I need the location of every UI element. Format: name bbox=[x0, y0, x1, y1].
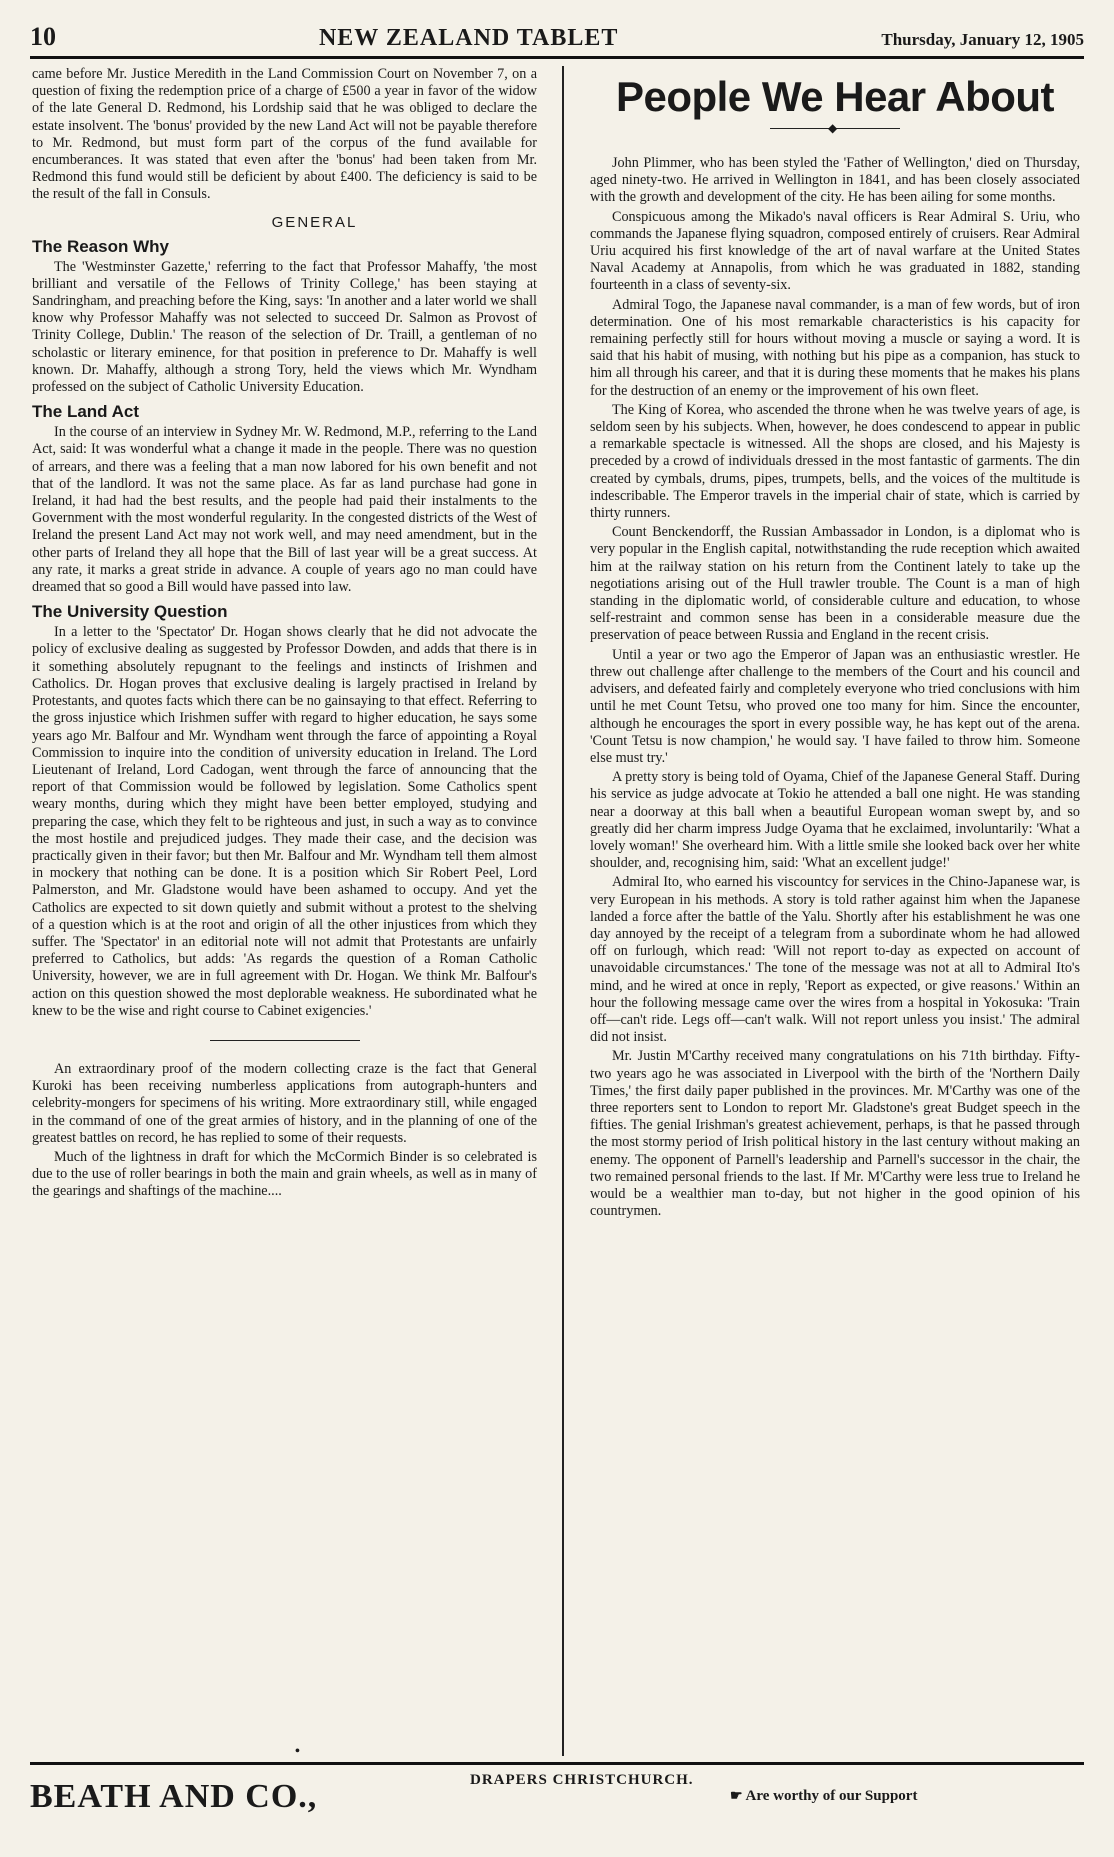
column-divider bbox=[562, 66, 564, 1756]
people-paragraph: Count Benckendorff, the Russian Ambassador in London, is a diplomat who is very popular in the English capital, notwithstanding the rude reception which awaited him at the railway station on his return from the Continent lately to take up the negotiations arising out of the Hull trawler trouble. The Count is a man of high standing in the diplomatic world, of considerable culture and education, to whose self-restraint and common sense has been in a considerable measure due the preservation of peace between Russia and England in the recent crisis. bbox=[590, 524, 1080, 644]
reason-why-text: The 'Westminster Gazette,' referring to the fact that Professor Mahaffy, 'the most brilliant and versatile of the Fellows of Trinity College,' has been staying at Sandringham, and preaching before the King, says: 'In another and a later world we shall know why Professor Mahaffy was not selected to succeed Dr. Salmon as Provost of Trinity College, Dublin.' The reason of the selection of Dr. Traill, a gentleman of no scholastic or literary eminence, for that position in preference to Dr. Mahaffy is well known. Dr. Mahaffy, although a strong Tory, held the views which Mr. Wyndham professed on the subject of Catholic University Education. bbox=[32, 258, 537, 396]
page-number: 10 bbox=[30, 22, 56, 51]
pointing-hand-icon: ☛ bbox=[730, 1789, 743, 1804]
university-question-text: In a letter to the 'Spectator' Dr. Hogan shows clearly that he did not advocate the policy of exclusive dealing as suggested by Professor Dowden, and adds that there is in it something absolutely repugnant to the feelings and instincts of Irishmen and Catholics. Dr. Hogan proves that exclusive dealing is largely practised in Ireland by Protestants, and quotes facts which there can be no gainsaying to that effect. Referring to the gross injustice which Irishmen suffer with regard to higher education, he says some years ago Mr. Balfour and Mr. Wyndham went through the farce of appointing a Royal Commission to inquire into the condition of university education in Ireland. The Lord Lieutenant of Ireland, Lord Cadogan, went through the farce of announcing that the report of that Commission would be followed by legislation. Some Catholics spent weary months, during which they might have been better employed, studying and preparing the case, which they felt to be righteous and just, in such a way as to convince the most hostile and prejudiced judges. They made their case, and the decision was practically given in their favor; but then Mr. Balfour and Mr. Wyndham tell them almost in mockery that nothing can be done. It is a position which Sir Robert Peel, Lord Palmerston, and Mr. Gladstone would have been ashamed to occupy. And yet the Catholics are expected to sit down quietly and submit without a protest to the shelving of a question which is at the root and origin of all the other injustices from which they suffer. The 'Spectator' in an editorial note will not admit that Protestants are unfairly preferred to Catholics, but adds: 'As regards the question of a Roman Catholic University, however, we are in full agreement with Dr. Hogan. We think Mr. Balfour's action on this question showed the most deplorable weakness. He subordinated what he knew to be the wise and right course to Cabinet exigencies.' bbox=[32, 624, 537, 1019]
people-paragraph: Until a year or two ago the Emperor of Japan was an enthusiastic wrestler. He threw out challenge after challenge to the members of the Court and his council and advisers, and defeated fairly and completely everyone who tried conclusions with him until he met Count Tetsu, who proved one too many for him. Since the encounter, although he encourages the sport in every possible way, he has kept out of the arena. 'Count Tetsu is now champion,' he would say. 'I have failed to throw him. Someone else must try.' bbox=[590, 646, 1080, 766]
land-act-text: In the course of an interview in Sydney Mr. W. Redmond, M.P., referring to the Land Act, said: It was wonderful what a change it made in the people. There was no question of arrears, and there was a feeling that a man now labored for his own benefit and not that of the landlord. It was not the same place. As far as land purchase had gone in Ireland, it had had the best results, and the people had paid their instalments to the Government with the most wonderful regularity. In the congested districts of the West of Ireland the present Land Act may not work well, and may need amendment, but in the other parts of Ireland they all hope that the Bill of last year will be a great success. At any rate, it marks a great stride in advance. A couple of years ago no man could have dreamed that so good a Bill would have passed into law. bbox=[32, 424, 537, 596]
people-paragraph: The King of Korea, who ascended the throne when he was twelve years of age, is seldom seen by his subjects. When, however, he does condescend to appear in public a remarkable spectacle is witnessed. All the shops are closed, and his Majesty is preceded by a crowd of individuals dressed in the most fantastic of garments. The din created by cymbals, drums, pipes, trumpets, bells, and the voices of the multitude is indescribable. The Emperor travels in the imperial chair of state, which is carried by thirty runners. bbox=[590, 401, 1080, 522]
section-divider bbox=[210, 1040, 360, 1041]
land-act-heading: The Land Act bbox=[32, 402, 140, 422]
people-paragraph: John Plimmer, who has been styled the 'Father of Wellington,' died on Thursday, aged ninety-two. He arrived in Wellington in 1841, and has been closely associated with the growth and development of the city. He has been ailing for some months. bbox=[590, 155, 1080, 206]
advert-slogan: Are worthy of our Support bbox=[745, 1788, 918, 1804]
people-paragraph: Admiral Ito, who earned his viscountcy for services in the Chino-Japanese war, is very European in his methods. A story is told rather against him when the Japanese landed a force after the battle of the Yalu. Shortly after his establishment he was one day annoyed by the receipt of a telegram from a subordinate whom he had allowed off on furlough, which read: 'Will not report to-day as expected on account of unavoidable circumstances.' The tone of the message was not at all to Admiral Ito's mind, and he wired at once in reply, 'Report as expected, or give reasons.' Within an hour the following message came over the wires from a hospital in Yokosuka: 'Train off—can't ride. Legs off—can't walk. Will not report unless you insist.' The admiral did not insist. bbox=[590, 874, 1080, 1046]
kuroki-paragraph: An extraordinary proof of the modern collecting craze is the fact that General Kuroki has been receiving numberless applications from autograph-hunters and celebrity-mongers for specimens of his writing. More extraordinary still, while engaged in the command of one of the great armies of history, and in the planning of one of the greatest battles on record, he has replied to some of their requests. bbox=[32, 1060, 537, 1146]
header-rule bbox=[30, 56, 1084, 59]
column-title: People We Hear About bbox=[615, 73, 1055, 120]
people-paragraph: A pretty story is being told of Oyama, Chief of the Japanese General Staff. During his service as judge advocate at Tokio he attended a ball one night. He was standing near a doorway at this ball when a beautiful European woman swept by, and so greatly did her charm impress Judge Oyama that he exclaimed, involuntarily: 'What a lovely woman!' She overheard him. With a little smile she looked back over her white shoulder, and, recognising him, said: 'What an excellent judge!' bbox=[590, 769, 1080, 872]
binder-advert-paragraph: Much of the lightness in draft for which the McCormich Binder is so celebrated is due to the use of roller bearings in both the main and grain wheels, as well as in many of the gearings and shaftings of the machine.... bbox=[32, 1148, 537, 1200]
intro-paragraph: came before Mr. Justice Meredith in the Land Commission Court on November 7, on a question of fixing the redemption price of a charge of £500 a year in favor of the widow of the late General D. Redmond, his Lordship said that he was obliged to declare the estate insolvent. The 'bonus' provided by the new Land Act will not be payable therefore to Mr. Redmond, but must form part of the corpus of the fund available for encumberances. It was stated that even after the 'bonus' had been taken from Mr. Redmond this fund would still be deficient by about £400. The deficiency is said to be the result of the fall in Consuls. bbox=[32, 66, 537, 203]
left-column bbox=[32, 66, 537, 1203]
people-paragraph: Conspicuous among the Mikado's naval officers is Rear Admiral S. Uriu, who commands the Japanese flying squadron, composed entirely of cruisers. Rear Admiral Uriu acquired his first knowledge of the art of naval warfare at the United States Naval Academy at Annapolis, from which he was graduated in 1882, standing fourteenth in a class of seventy-six. bbox=[590, 208, 1080, 294]
advert-footer bbox=[30, 1768, 1084, 1828]
issue-date: Thursday, January 12, 1905 bbox=[881, 30, 1084, 49]
title-rule: ◆ bbox=[770, 128, 900, 129]
bullet-ornament: • bbox=[295, 1744, 300, 1759]
footer-rule bbox=[30, 1762, 1084, 1765]
people-paragraph: Admiral Togo, the Japanese naval commander, is a man of few words, but of iron determination. One of his most remarkable characteristics is his capacity for remaining perfectly still for hours without moving a muscle or saying a word. It is said that his habit of musing, with nothing but his pipe as a companion, has stuck to him all through his career, and that it is during these moments that he makes his plans for the destruction of an enemy or the improvement of his own fleet. bbox=[590, 296, 1080, 399]
right-column bbox=[590, 66, 1080, 1222]
advert-slogan-line bbox=[730, 1788, 917, 1805]
general-heading: GENERAL bbox=[271, 213, 358, 231]
masthead: NEW ZEALAND TABLET bbox=[318, 25, 619, 51]
university-question-heading: The University Question bbox=[32, 602, 228, 622]
advertiser-trade: DRAPERS CHRISTCHURCH. bbox=[470, 1772, 694, 1788]
reason-why-heading: The Reason Why bbox=[32, 236, 169, 256]
people-paragraph: Mr. Justin M'Carthy received many congratulations on his 71th birthday. Fifty-two years ago he was associated in Liverpool with the birth of the 'Northern Daily Times,' the first daily paper published in the provinces. Mr. M'Carthy was one of the three reporters sent to London to report Mr. Gladstone's great Budget speech in the fifties. The genial Irishman's greatest achievement, perhaps, is that he passed through the most stormy period of Irish political history in the last century without making an enemy. The opponent of Parnell's leadership and Parnell's successor in the chair, the two remained personal friends to the last. If Mr. M'Carthy were less true to Ireland he would be a wealthier man to-day, but not higher in the good opinion of his countrymen. bbox=[590, 1048, 1080, 1220]
page-header bbox=[30, 22, 1084, 52]
advertiser-name: BEATH AND CO., bbox=[30, 1778, 318, 1815]
